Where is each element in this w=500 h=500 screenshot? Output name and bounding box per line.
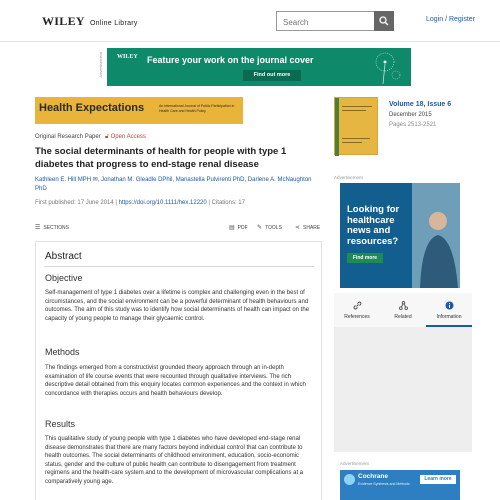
top-advertisement[interactable]	[107, 48, 411, 86]
sections-label: SECTIONS	[43, 225, 69, 231]
bottom-ad-text: Evidence Synthesis and Methods	[358, 482, 410, 486]
side-advertisement[interactable]	[340, 183, 460, 288]
advertisement-label: Advertisement	[340, 461, 369, 466]
tab-related-label: Related	[394, 314, 412, 320]
objective-text: Self-management of type 1 diabetes over a lifetime is complex and challenging even in the best of circumstances, and the social environment can be a powerful determinant of health behaviours and outcomes. The aim of this study was to identify how social determinants of health can impact on the capacity of young people to manage their glycaemic control.	[45, 290, 310, 322]
side-ad-find-more-button[interactable]: Find more	[347, 253, 383, 263]
tab-information-label: Information	[436, 314, 462, 320]
cover-spine	[335, 98, 339, 156]
first-published-label: First published:	[35, 200, 76, 206]
search-button[interactable]	[374, 11, 394, 31]
cochrane-logo-icon	[344, 474, 355, 485]
site-header	[0, 0, 500, 42]
results-text: This qualitative study of young people with type 1 diabetes who have developed end-stage renal disease demonstrates that there are many factors beyond individual control that can contribute to health outcomes. The social determinants of childhood environment, education, socio-economic status, gender and the culture of public health can contribute to disengagement from treatment regimens and the health-care system and to the development of microvascular complications at a comparatively young age.	[45, 436, 304, 485]
logo-online-library: Online Library	[89, 20, 138, 27]
advertisement-label: Advertisement	[334, 175, 363, 180]
publication-meta	[35, 200, 245, 206]
side-ad-headline: Looking for healthcare news and resources?	[347, 204, 400, 247]
tab-related[interactable]	[380, 293, 426, 327]
tools-button[interactable]	[257, 224, 282, 231]
tab-references[interactable]	[334, 293, 380, 327]
journal-name: Health Expectations	[39, 102, 145, 114]
journal-subtitle: An International Journal of Public Participation in Health Care and Health Policy	[159, 104, 235, 113]
cover-line	[342, 110, 366, 111]
share-button[interactable]	[295, 224, 320, 231]
open-lock-icon: 🔓︎	[105, 134, 109, 140]
pdf-label: PDF	[237, 225, 248, 231]
side-ad-photo	[412, 183, 460, 288]
ad-find-out-more-button[interactable]: Find out more	[243, 70, 301, 81]
article-toolbar	[35, 220, 322, 236]
issue-volume-link[interactable]: Volume 18, Issue 6	[389, 101, 452, 108]
dandelion-illustration-icon	[367, 50, 403, 84]
cover-line	[342, 106, 372, 107]
journal-banner[interactable]	[35, 97, 243, 124]
pdf-icon: ▤	[229, 225, 235, 231]
results-heading: Results	[45, 419, 76, 429]
methods-heading: Methods	[45, 347, 80, 357]
bottom-advertisement[interactable]	[340, 470, 460, 500]
first-published-date: 17 June 2014	[77, 200, 114, 206]
doi-link[interactable]: https://doi.org/10.1111/hex.12220	[118, 200, 207, 206]
open-access-label: Open Access	[110, 134, 146, 140]
pdf-button[interactable]	[229, 224, 248, 231]
wrench-icon: ✎	[257, 225, 263, 231]
info-icon	[426, 301, 472, 312]
bottom-ad-learn-more-button[interactable]: Learn more	[420, 475, 456, 484]
article-type: Original Research Paper	[35, 134, 101, 140]
tools-label: TOOLS	[265, 225, 282, 231]
login-register-link[interactable]: Login / Register	[426, 16, 476, 23]
article-title: The social determinants of health for people with type 1 diabetes that progress to end-stage renal disease	[35, 146, 287, 170]
tab-information[interactable]	[426, 293, 472, 327]
share-label: SHARE	[303, 225, 321, 231]
tab-references-label: References	[344, 314, 370, 320]
ad-brand: WILEY	[117, 54, 138, 60]
search-box	[276, 11, 394, 31]
sections-button[interactable]	[35, 224, 69, 231]
information-panel	[334, 327, 472, 452]
meta-separator: |	[208, 200, 212, 206]
meta-separator: |	[115, 200, 119, 206]
network-icon	[380, 301, 426, 312]
issue-date: December 2015	[389, 112, 432, 118]
search-icon	[379, 16, 389, 26]
cover-line	[342, 138, 370, 139]
ad-headline: Feature your work on the journal cover	[147, 55, 314, 65]
advertisement-label: Advertisement	[98, 52, 103, 78]
journal-cover-thumbnail[interactable]	[334, 97, 378, 155]
link-icon	[334, 301, 380, 312]
wiley-online-library-logo[interactable]	[42, 14, 138, 29]
cover-line	[342, 142, 362, 143]
bottom-ad-brand: Cochrane	[358, 473, 388, 480]
abstract-heading: Abstract	[45, 251, 82, 262]
abstract-divider	[44, 266, 314, 267]
menu-icon: ☰	[35, 225, 41, 231]
issue-pages: Pages 2513-2521	[389, 122, 437, 128]
logo-wiley: WILEY	[42, 14, 85, 28]
abstract-section	[35, 241, 322, 500]
methods-text: The findings emerged from a constructivist grounded theory approach through an in-depth examination of life course events that were recounted through qualitative interviews. The rich descriptive detail obtained from this enquiry locates common experiences and the context in which concordance with therapies occurs and health behaviours develop.	[45, 365, 306, 397]
search-input[interactable]	[277, 14, 375, 32]
citations-count[interactable]: Citations: 17	[211, 200, 245, 206]
article-authors[interactable]: Kathleen E. Hill MPH ✉, Jonathan M. Gleadle DPhil, Manastella Pulvirenti PhD, Darlene A. McNaughton PhD	[35, 177, 312, 192]
person-photo-icon	[412, 183, 460, 288]
share-icon: ⋖	[295, 225, 301, 231]
article-info-tabs	[334, 293, 472, 327]
open-access-badge	[105, 134, 146, 141]
objective-heading: Objective	[45, 273, 83, 283]
